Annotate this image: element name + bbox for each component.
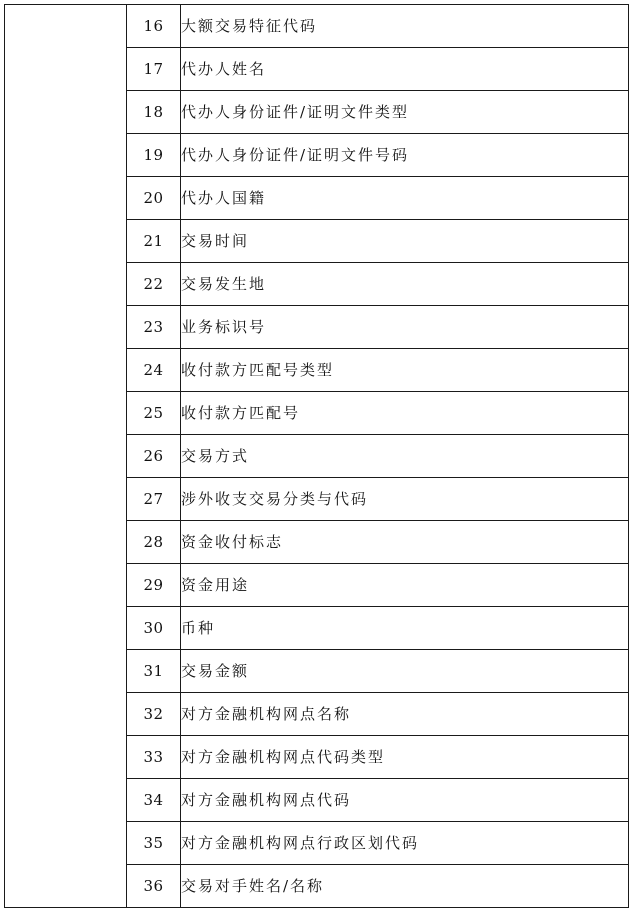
field-name: 收付款方匹配号 xyxy=(181,392,629,435)
row-number: 25 xyxy=(127,392,181,435)
row-number: 32 xyxy=(127,693,181,736)
row-number: 27 xyxy=(127,478,181,521)
field-name: 资金用途 xyxy=(181,564,629,607)
row-number: 35 xyxy=(127,822,181,865)
field-name: 对方金融机构网点代码 xyxy=(181,779,629,822)
row-number: 18 xyxy=(127,91,181,134)
row-number: 30 xyxy=(127,607,181,650)
field-name: 交易发生地 xyxy=(181,263,629,306)
row-number: 26 xyxy=(127,435,181,478)
field-name: 代办人身份证件/证明文件号码 xyxy=(181,134,629,177)
field-name: 对方金融机构网点代码类型 xyxy=(181,736,629,779)
row-number: 33 xyxy=(127,736,181,779)
field-name: 涉外收支交易分类与代码 xyxy=(181,478,629,521)
row-number: 19 xyxy=(127,134,181,177)
table-row xyxy=(5,5,629,48)
row-number: 17 xyxy=(127,48,181,91)
field-name: 大额交易特征代码 xyxy=(181,5,629,48)
field-name: 交易对手姓名/名称 xyxy=(181,865,629,908)
row-number: 22 xyxy=(127,263,181,306)
field-name: 收付款方匹配号类型 xyxy=(181,349,629,392)
field-table xyxy=(4,4,629,908)
row-number: 21 xyxy=(127,220,181,263)
field-name: 对方金融机构网点行政区划代码 xyxy=(181,822,629,865)
field-name: 代办人姓名 xyxy=(181,48,629,91)
row-number: 31 xyxy=(127,650,181,693)
field-name: 交易金额 xyxy=(181,650,629,693)
row-number: 16 xyxy=(127,5,181,48)
field-name: 对方金融机构网点名称 xyxy=(181,693,629,736)
field-name: 代办人国籍 xyxy=(181,177,629,220)
category-cell xyxy=(5,5,127,908)
field-name: 币种 xyxy=(181,607,629,650)
field-name: 业务标识号 xyxy=(181,306,629,349)
row-number: 24 xyxy=(127,349,181,392)
row-number: 28 xyxy=(127,521,181,564)
field-name: 交易方式 xyxy=(181,435,629,478)
field-name: 资金收付标志 xyxy=(181,521,629,564)
table-body xyxy=(5,5,629,908)
row-number: 23 xyxy=(127,306,181,349)
field-name: 代办人身份证件/证明文件类型 xyxy=(181,91,629,134)
row-number: 29 xyxy=(127,564,181,607)
row-number: 36 xyxy=(127,865,181,908)
row-number: 20 xyxy=(127,177,181,220)
field-name: 交易时间 xyxy=(181,220,629,263)
row-number: 34 xyxy=(127,779,181,822)
